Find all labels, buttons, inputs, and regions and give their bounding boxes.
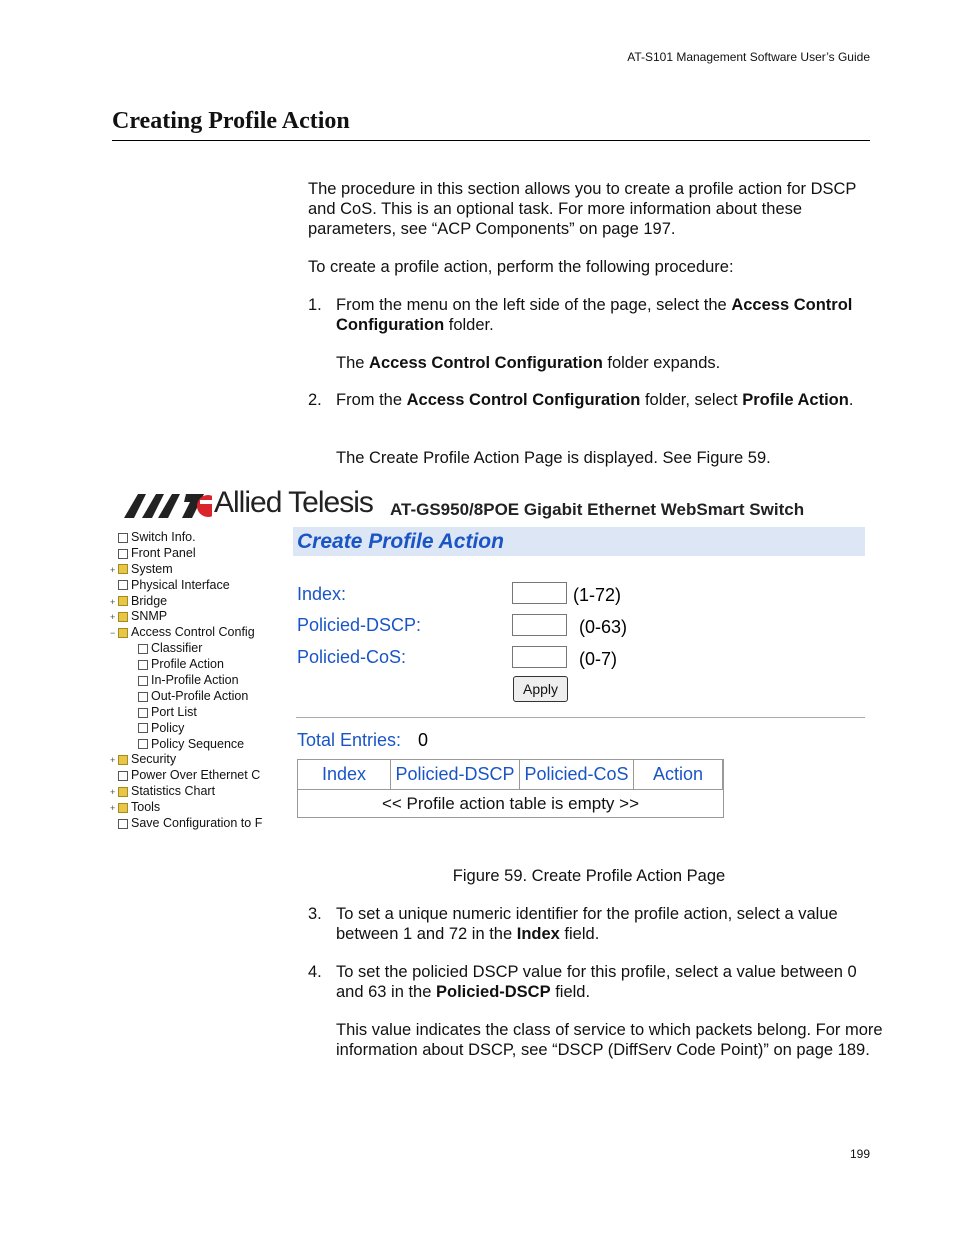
table-header-policied-cos: Policied-CoS xyxy=(520,760,634,789)
step-1-note: The Access Control Configuration folder expands. xyxy=(336,354,721,372)
tree-item[interactable] xyxy=(110,784,274,800)
running-header: AT-S101 Management Software User’s Guide xyxy=(627,50,870,64)
separator xyxy=(296,717,865,718)
table-empty-row: << Profile action table is empty >> xyxy=(298,789,723,818)
step-2-note: The Create Profile Action Page is displayed. See Figure 59. xyxy=(336,449,771,467)
folder-icon xyxy=(118,596,128,606)
page-icon xyxy=(138,676,148,686)
title-rule xyxy=(112,140,870,141)
navigation-tree xyxy=(110,530,274,832)
page-icon xyxy=(138,660,148,670)
folder-icon xyxy=(118,628,128,638)
intro-paragraph-1: The procedure in this section allows you to create a profile action for DSCP and CoS. This is an optional task. For more information about these parameters, see “ACP Components” on page 197. xyxy=(308,180,857,238)
tree-item[interactable] xyxy=(110,689,274,705)
tree-expander-icon[interactable]: + xyxy=(110,803,116,814)
tree-item[interactable] xyxy=(110,768,274,784)
tree-item[interactable] xyxy=(110,800,274,816)
page-title: Create Profile Action xyxy=(297,530,504,553)
step-4 xyxy=(308,962,870,1002)
step-2 xyxy=(308,390,870,430)
table-header-policied-dscp: Policied-DSCP xyxy=(391,760,520,789)
tree-item[interactable] xyxy=(110,721,274,737)
table-header-index: Index xyxy=(298,760,391,789)
step-text: To set a unique numeric identifier for the profile action, select a value between 1 and 72 in the Index field. xyxy=(336,905,838,943)
tree-item[interactable] xyxy=(110,641,274,657)
tree-item[interactable] xyxy=(110,752,274,768)
page-icon xyxy=(118,771,128,781)
folder-icon xyxy=(118,564,128,574)
tree-item-label: In-Profile Action xyxy=(151,673,239,688)
policied-cos-label: Policied-CoS: xyxy=(297,647,407,667)
tree-item[interactable] xyxy=(110,562,274,578)
tree-item-label: Profile Action xyxy=(151,657,224,672)
figure-screenshot xyxy=(110,486,870,836)
tree-item-label: Classifier xyxy=(151,641,203,656)
tree-item[interactable] xyxy=(110,530,274,546)
product-name: AT-GS950/8POE Gigabit Ethernet WebSmart Switch xyxy=(390,500,805,519)
tree-item-label: Tools xyxy=(131,800,161,815)
tree-item-label: Save Configuration to F xyxy=(131,816,263,831)
policied-cos-input[interactable] xyxy=(512,646,567,668)
tree-item[interactable] xyxy=(110,625,274,641)
tree-item-label: SNMP xyxy=(131,609,168,624)
total-entries-value: 0 xyxy=(418,730,429,750)
page-icon xyxy=(118,819,128,829)
page-icon xyxy=(138,708,148,718)
tree-expander-icon[interactable]: + xyxy=(110,787,116,798)
tree-expander-icon[interactable]: + xyxy=(110,612,116,623)
index-range: (1-72) xyxy=(573,585,622,605)
tree-item-label: Port List xyxy=(151,704,197,719)
step-1 xyxy=(308,295,870,335)
figure-caption: Figure 59. Create Profile Action Page xyxy=(452,867,726,885)
tree-expander-icon[interactable]: + xyxy=(110,755,116,766)
step-4-note: This value indicates the class of service to which packets belong. For more information about DSCP, see “DSCP (DiffServ Code Point)” on page 189. xyxy=(336,1021,883,1059)
page-icon xyxy=(118,580,128,590)
tree-item[interactable] xyxy=(110,705,274,721)
folder-icon xyxy=(118,612,128,622)
index-input[interactable] xyxy=(512,582,567,604)
tree-item-label: Physical Interface xyxy=(131,577,230,592)
tree-item-label: Policy xyxy=(151,720,185,735)
step-text: To set the policied DSCP value for this profile, select a value between 0 and 63 in the Policied-DSCP field. xyxy=(336,963,857,1001)
tree-item-label: Power Over Ethernet C xyxy=(131,768,261,783)
page-icon xyxy=(118,549,128,559)
tree-item[interactable] xyxy=(110,816,274,832)
tree-item[interactable] xyxy=(110,546,274,562)
tree-item-label: Switch Info. xyxy=(131,530,196,544)
step-number: 3. xyxy=(308,905,322,923)
page-icon xyxy=(138,692,148,702)
folder-icon xyxy=(118,787,128,797)
total-entries-label: Total Entries: xyxy=(297,730,402,750)
table-header-action: Action xyxy=(634,760,723,789)
policied-dscp-label: Policied-DSCP: xyxy=(297,615,422,635)
tree-item-label: Bridge xyxy=(131,593,168,608)
index-label: Index: xyxy=(297,584,347,604)
section-title: Creating Profile Action xyxy=(112,108,350,134)
step-number: 2. xyxy=(308,391,322,409)
page-icon xyxy=(118,533,128,543)
tree-item-label: Front Panel xyxy=(131,545,196,560)
page-icon xyxy=(138,739,148,749)
tree-item-label: System xyxy=(131,561,173,576)
tree-item[interactable] xyxy=(110,657,274,673)
tree-item[interactable] xyxy=(110,673,274,689)
step-number: 1. xyxy=(308,296,322,314)
step-number: 4. xyxy=(308,963,322,981)
tree-item-label: Policy Sequence xyxy=(151,736,245,751)
tree-item[interactable] xyxy=(110,609,274,625)
profile-action-table xyxy=(297,759,724,818)
folder-icon xyxy=(118,755,128,765)
tree-item-label: Statistics Chart xyxy=(131,784,216,799)
tree-expander-icon[interactable]: − xyxy=(110,628,116,639)
tree-item[interactable] xyxy=(110,578,274,594)
page-number: 199 xyxy=(849,1147,870,1161)
tree-item-label: Out-Profile Action xyxy=(151,688,249,703)
apply-button[interactable]: Apply xyxy=(513,676,568,702)
step-text: From the Access Control Configuration folder, select Profile Action. xyxy=(336,391,854,409)
tree-expander-icon[interactable]: + xyxy=(110,564,116,575)
tree-item-label: Access Control Config xyxy=(131,625,255,640)
step-text: From the menu on the left side of the page, select the Access Control Configuration folder. xyxy=(336,296,853,334)
intro-paragraph-2: To create a profile action, perform the following procedure: xyxy=(308,258,734,276)
tree-item[interactable] xyxy=(110,594,274,610)
tree-expander-icon[interactable]: + xyxy=(110,596,116,607)
brand-name: Allied Telesis xyxy=(214,486,373,519)
page-icon xyxy=(138,723,148,733)
page-title-bar xyxy=(293,527,865,556)
tree-item[interactable] xyxy=(110,737,274,753)
step-3 xyxy=(308,904,870,944)
page-icon xyxy=(138,644,148,654)
folder-icon xyxy=(118,803,128,813)
allied-telesis-logo-icon xyxy=(124,490,212,520)
policied-cos-range: (0-7) xyxy=(579,649,618,669)
policied-dscp-range: (0-63) xyxy=(579,617,628,637)
policied-dscp-input[interactable] xyxy=(512,614,567,636)
tree-item-label: Security xyxy=(131,752,177,767)
